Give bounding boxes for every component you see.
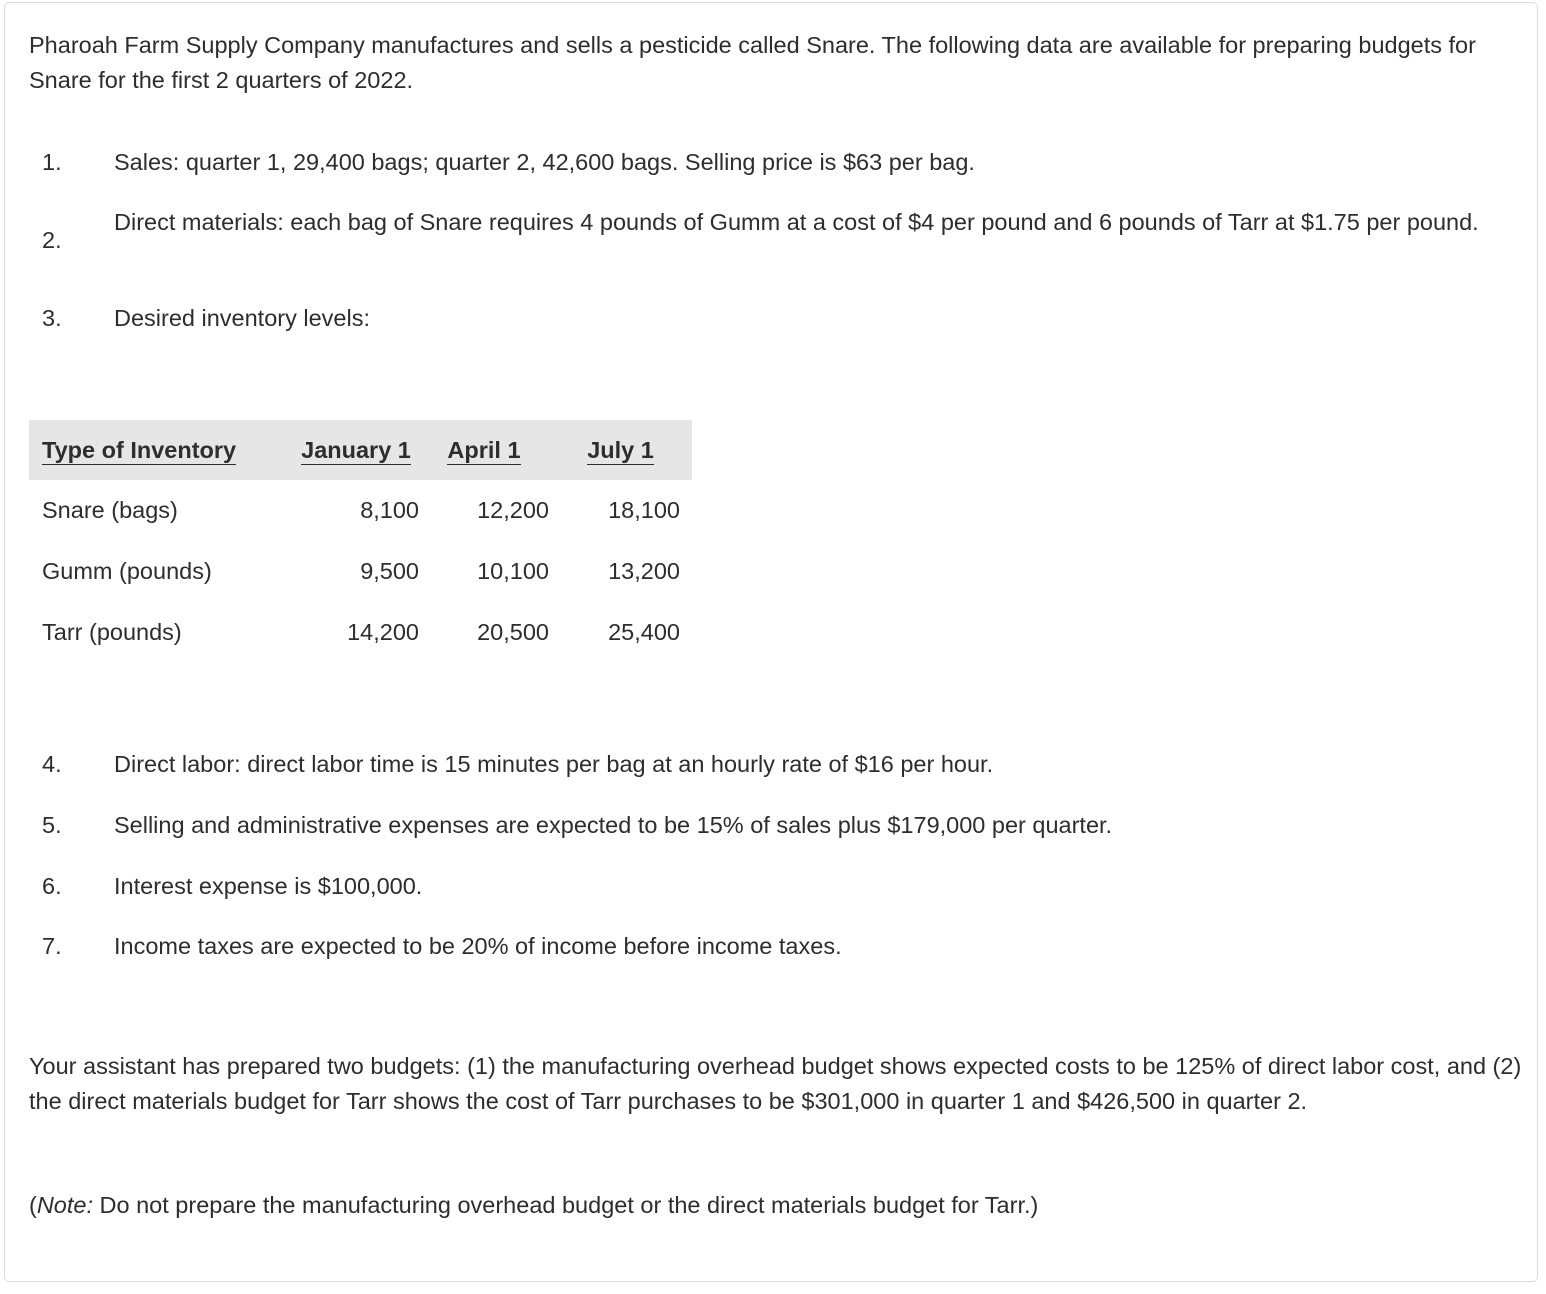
list-number: 5. [42,812,62,838]
note-text: Do not prepare the manufacturing overhead budget or the direct materials budget for Tarr.) [93,1192,1039,1218]
note-open-paren: ( [29,1192,37,1218]
inventory-type-cell: Gumm (pounds) [42,558,212,584]
value-cell: 25,400 [608,619,680,645]
column-header-type: Type of Inventory [29,420,293,480]
list-item [0,808,1520,848]
column-header-january: January 1 [293,420,419,480]
table-row [29,602,692,663]
note-paragraph [29,1188,1524,1223]
table-header-row [29,420,692,480]
list-item [0,301,1520,341]
list-item [0,929,1520,969]
table-row [29,480,692,541]
value-cell: 10,100 [477,558,549,584]
value-cell: 8,100 [360,497,419,523]
intro-paragraph: Pharoah Farm Supply Company manufactures and sells a pesticide called Snare. The following data are available for preparing budgets for Snare for the first 2 quarters of 2022. [29,32,1476,93]
list-text: Direct labor: direct labor time is 15 minutes per bag at an hourly rate of $16 per hour. [114,751,994,777]
list-text: Sales: quarter 1, 29,400 bags; quarter 2, 42,600 bags. Selling price is $63 per bag. [114,149,975,175]
value-cell: 14,200 [347,619,419,645]
value-cell: 12,200 [477,497,549,523]
column-header-april: April 1 [419,420,549,480]
list-number: 4. [42,751,62,777]
list-text: Selling and administrative expenses are expected to be 15% of sales plus $179,000 per quarter. [114,812,1113,838]
list-number: 3. [42,305,62,331]
list-text: Desired inventory levels: [114,305,370,331]
table-row [29,541,692,602]
value-cell: 20,500 [477,619,549,645]
inventory-table [29,420,692,663]
list-number: 7. [42,933,62,959]
list-text: Interest expense is $100,000. [114,873,423,899]
list-item [0,205,1520,253]
column-header-july: July 1 [549,420,692,480]
inventory-type-cell: Snare (bags) [42,497,178,523]
list-item [0,145,1520,185]
list-text: Income taxes are expected to be 20% of income before income taxes. [114,933,842,959]
value-cell: 13,200 [608,558,680,584]
value-cell: 9,500 [360,558,419,584]
list-text: Direct materials: each bag of Snare requires 4 pounds of Gumm at a cost of $4 per pound and 6 pounds of Tarr at $1.75 per pound. [114,209,1479,235]
list-item [0,869,1520,909]
inventory-type-cell: Tarr (pounds) [42,619,182,645]
value-cell: 18,100 [608,497,680,523]
list-item [0,747,1520,787]
list-number: 1. [42,149,62,175]
assistant-paragraph: Your assistant has prepared two budgets: (1) the manufacturing overhead budget shows expected costs to be 125% of direct labor cost, and (2) the direct materials budget for Tarr shows the cost of Tarr purchases to be $301,000 in quarter 1 and $426,500 in quarter 2. [29,1053,1522,1114]
list-number: 6. [42,873,62,899]
note-label: Note: [36,1192,93,1218]
list-number: 2. [42,227,62,253]
